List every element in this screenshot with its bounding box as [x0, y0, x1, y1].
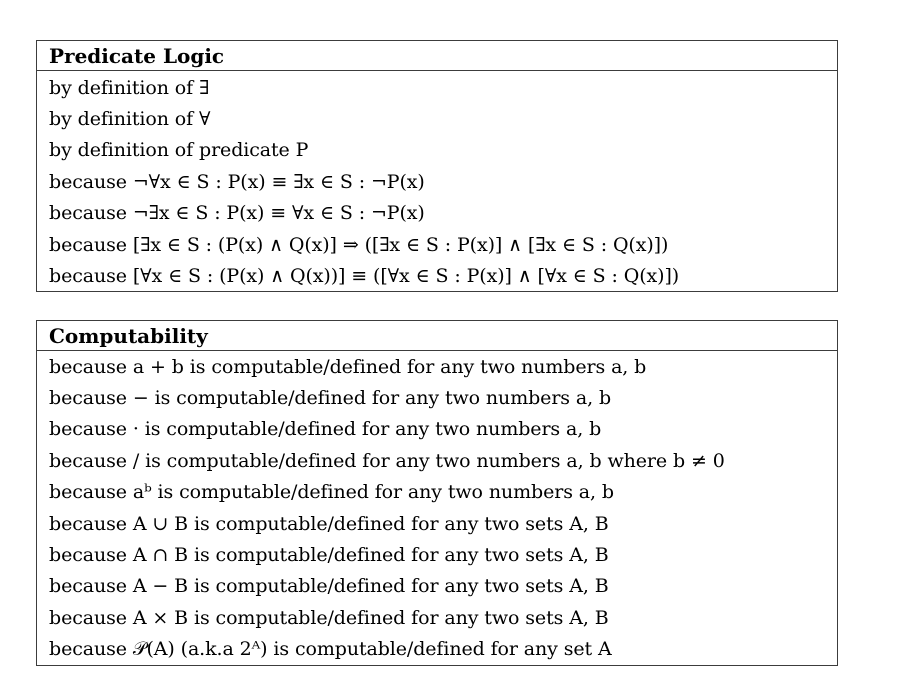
predicate-logic-row: because [∃x ∈ S : (P(x) ∧ Q(x)] ⇒ ([∃x ∈ S : P(x)] ∧ [∃x ∈ S : Q(x)]) — [49, 233, 669, 256]
computability-row: because A − B is computable/defined for any two sets A, B — [49, 575, 609, 598]
predicate-logic-row: by definition of predicate P — [49, 139, 309, 162]
computability-row: because A ∩ B is computable/defined for any two sets A, B — [49, 544, 609, 567]
computability-table — [36, 320, 838, 666]
predicate-logic-row: by definition of ∀ — [49, 108, 211, 131]
predicate-logic-title: Predicate Logic — [37, 41, 837, 71]
computability-row: because − is computable/defined for any two numbers a, b — [49, 387, 612, 410]
computability-row: because a + b is computable/defined for any two numbers a, b — [49, 355, 647, 378]
computability-row: because aᵇ is computable/defined for any two numbers a, b — [49, 481, 614, 504]
predicate-logic-row: because ¬∃x ∈ S : P(x) ≡ ∀x ∈ S : ¬P(x) — [49, 202, 425, 225]
computability-row: because · is computable/defined for any two numbers a, b — [49, 418, 602, 441]
predicate-logic-rows — [37, 71, 837, 292]
computability-row: because / is computable/defined for any two numbers a, b where b ≠ 0 — [49, 449, 725, 472]
computability-row: because 𝒫(A) (a.k.a 2ᴬ) is computable/defined for any set A — [49, 638, 612, 661]
predicate-logic-row: because [∀x ∈ S : (P(x) ∧ Q(x))] ≡ ([∀x ∈ S : P(x)] ∧ [∀x ∈ S : Q(x)]) — [49, 265, 680, 288]
computability-title: Computability — [37, 321, 837, 351]
predicate-logic-table — [36, 40, 838, 292]
computability-rows — [37, 351, 837, 665]
predicate-logic-row: by definition of ∃ — [49, 76, 210, 99]
computability-row: because A × B is computable/defined for any two sets A, B — [49, 606, 609, 629]
predicate-logic-row: because ¬∀x ∈ S : P(x) ≡ ∃x ∈ S : ¬P(x) — [49, 170, 425, 193]
computability-row: because A ∪ B is computable/defined for any two sets A, B — [49, 512, 609, 535]
